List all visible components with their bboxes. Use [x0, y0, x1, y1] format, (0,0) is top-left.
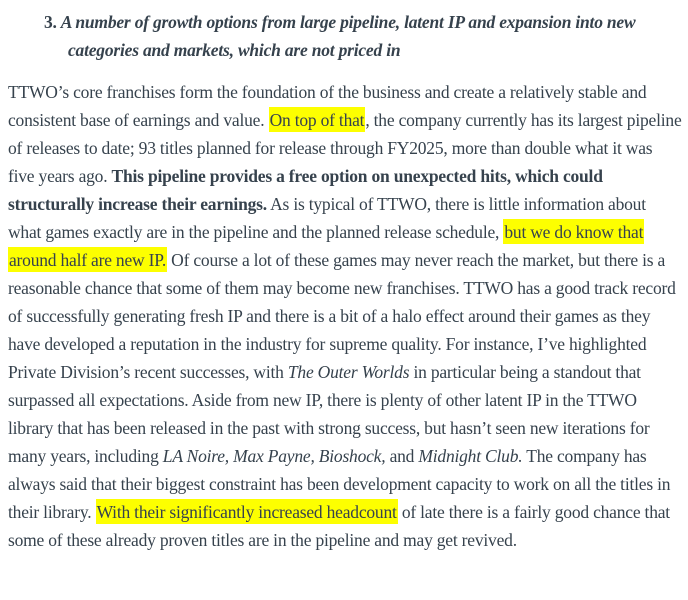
text-segment-normal: TTWO’s core franchises form the foundation of the business and create a relatively stable and consistent base of earnings and value.	[8, 82, 647, 130]
text-segment-italic: Midnight Club.	[418, 446, 523, 466]
text-segment-italic: The Outer Worlds	[287, 362, 410, 382]
list-item-heading-text: A number of growth options from large pipeline, latent IP and expansion into new categories and markets, which are not priced in	[60, 12, 636, 60]
text-segment-normal: of late there is a fairly good chance that some of these already proven titles are in the pipeline and may get revived.	[8, 502, 670, 550]
list-item-number: 3.	[44, 12, 57, 32]
text-segment-normal: As is typical of TTWO, there is little information about what games exactly are in the pipeline and the planned release schedule,	[8, 194, 646, 242]
text-segment-normal: Of course a lot of these games may never reach the market, but there is a reasonable chance that some of them may become new franchises. TTWO has a good track record of successfully generating fresh IP and there is a bit of a halo effect around their games as they have developed a reputation in the industry for supreme quality. For instance, I’ve highlighted Private Division’s recent successes, with	[8, 250, 676, 382]
list-item-growth-options	[8, 8, 682, 64]
text-segment-highlight: With their significantly increased headcount	[96, 499, 398, 524]
text-segment-bold: This pipeline provides a free option on unexpected hits, which could structurally increase their earnings.	[8, 166, 603, 214]
text-segment-normal: , the company currently has its largest pipeline of releases to date; 93 titles planned for release through FY2025, more than double what it was five years ago.	[8, 110, 682, 186]
text-segment-highlight: On top of that	[269, 107, 366, 132]
text-segment-normal: in particular being a standout that surpassed all expectations. Aside from new IP, there is plenty of other latent IP in the TTWO library that has been released in the past with strong success, but hasn’t seen new iterations for many years, including	[8, 362, 650, 466]
body-paragraph	[8, 78, 682, 554]
text-segment-highlight: but we do know that around half are new IP.	[8, 219, 644, 272]
text-segment-italic: LA Noire, Max Payne, Bioshock,	[162, 446, 386, 466]
text-segment-normal: The company has always said that their biggest constraint has been development capacity to work on all the titles in their library.	[8, 446, 671, 522]
text-segment-normal: and	[385, 446, 419, 466]
